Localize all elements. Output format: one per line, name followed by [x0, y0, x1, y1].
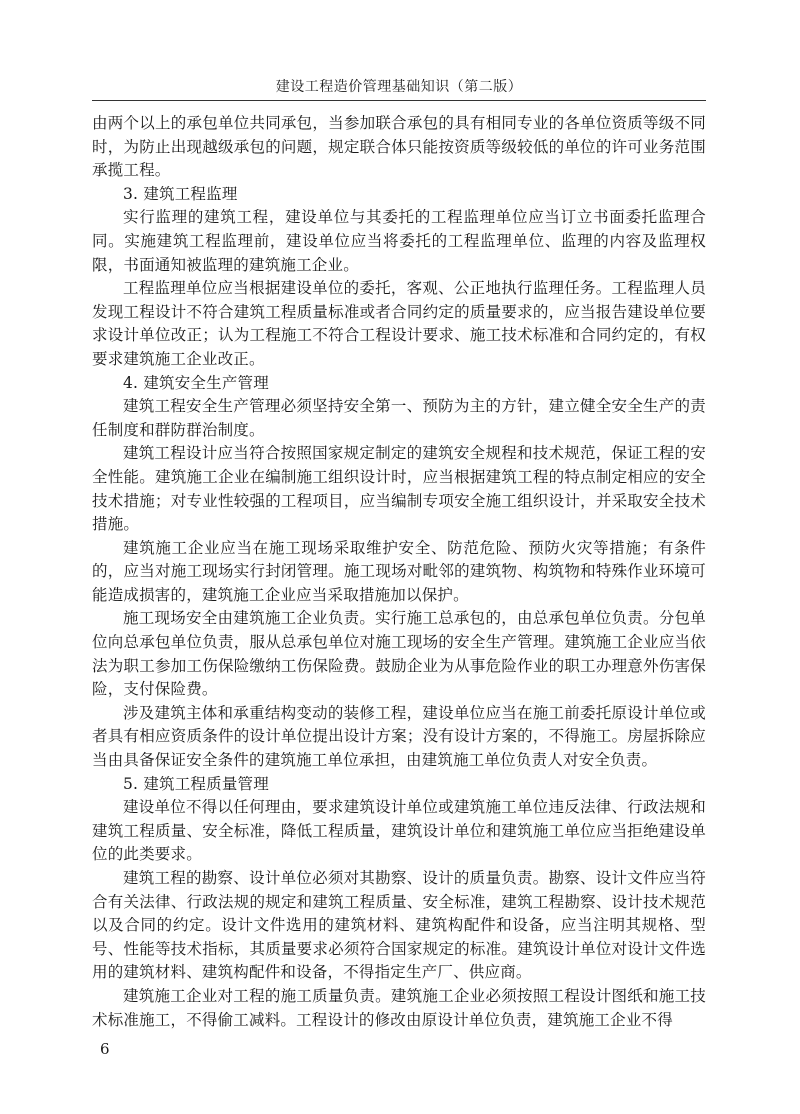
- running-header: 建设工程造价管理基础知识（第二版）: [275, 79, 523, 95]
- paragraph: 建筑施工企业对工程的施工质量负责。建筑施工企业必须按照工程设计图纸和施工技术标准施工，不得偷工减料。工程设计的修改由原设计单位负责，建筑施工企业不得: [92, 986, 706, 1029]
- paragraph: 施工现场安全由建筑施工企业负责。实行施工总承包的，由总承包单位负责。分包单位向总承包单位负责，服从总承包单位对施工现场的安全生产管理。建筑施工企业应当依法为职工参加工伤保险缴纳工伤保险费。鼓励企业为从事危险作业的职工办理意外伤害保险，支付保险费。: [92, 609, 706, 699]
- page-number: 6: [100, 1040, 110, 1058]
- body-text: [92, 112, 706, 1032]
- header-rule: [92, 100, 706, 101]
- section-heading: 5. 建筑工程质量管理: [123, 774, 269, 793]
- paragraph: 实行监理的建筑工程，建设单位与其委托的工程监理单位应当订立书面委托监理合同。实施建筑工程监理前，建设单位应当将委托的工程监理单位、监理的内容及监理权限，书面通知被监理的建筑施工企业。: [92, 208, 706, 274]
- section-heading: 4. 建筑安全生产管理: [123, 373, 269, 392]
- paragraph: 工程监理单位应当根据建设单位的委托，客观、公正地执行监理任务。工程监理人员发现工程设计不符合建筑工程质量标准或者合同约定的质量要求的，应当报告建设单位要求设计单位改正；认为工程施工不符合工程设计要求、施工技术标准和合同约定的，有权要求建筑施工企业改正。: [92, 279, 706, 368]
- paragraph: 建筑工程设计应当符合按照国家规定制定的建筑安全规程和技术规范，保证工程的安全性能。建筑施工企业在编制施工组织设计时，应当根据建筑工程的特点制定相应的安全技术措施；对专业性较强的工程项目，应当编制专项安全施工组织设计，并采取安全技术措施。: [92, 444, 706, 534]
- section-heading: 3. 建筑工程监理: [123, 184, 238, 203]
- paragraph: 建筑工程安全生产管理必须坚持安全第一、预防为主的方针，建立健全安全生产的责任制度和群防群治制度。: [92, 397, 706, 439]
- paragraph: 建筑施工企业应当在施工现场采取维护安全、防范危险、预防火灾等措施；有条件的，应当对施工现场实行封闭管理。施工现场对毗邻的建筑物、构筑物和特殊作业环境可能造成损害的，建筑施工企业应当采取措施加以保护。: [92, 538, 706, 604]
- paragraph: 建筑工程的勘察、设计单位必须对其勘察、设计的质量负责。勘察、设计文件应当符合有关法律、行政法规的规定和建筑工程质量、安全标准，建筑工程勘察、设计技术规范以及合同的约定。设计文件选用的建筑材料、建筑构配件和设备，应当注明其规格、型号、性能等技术指标，其质量要求必须符合国家规定的标准。建筑设计单位对设计文件选用的建筑材料、建筑构配件和设备，不得指定生产厂、供应商。: [92, 869, 706, 982]
- paragraph: 建设单位不得以任何理由，要求建筑设计单位或建筑施工单位违反法律、行政法规和建筑工程质量、安全标准，降低工程质量，建筑设计单位和建筑施工单位应当拒绝建设单位的此类要求。: [92, 798, 706, 864]
- paragraph: 涉及建筑主体和承重结构变动的装修工程，建设单位应当在施工前委托原设计单位或者具有相应资质条件的设计单位提出设计方案；没有设计方案的，不得施工。房屋拆除应当由具备保证安全条件的建筑施工单位承担，由建筑施工单位负责人对安全负责。: [92, 703, 706, 770]
- paragraph: 由两个以上的承包单位共同承包，当参加联合承包的具有相同专业的各单位资质等级不同时，为防止出现越级承包的问题，规定联合体只能按资质等级较低的单位的许可业务范围承揽工程。: [92, 114, 706, 180]
